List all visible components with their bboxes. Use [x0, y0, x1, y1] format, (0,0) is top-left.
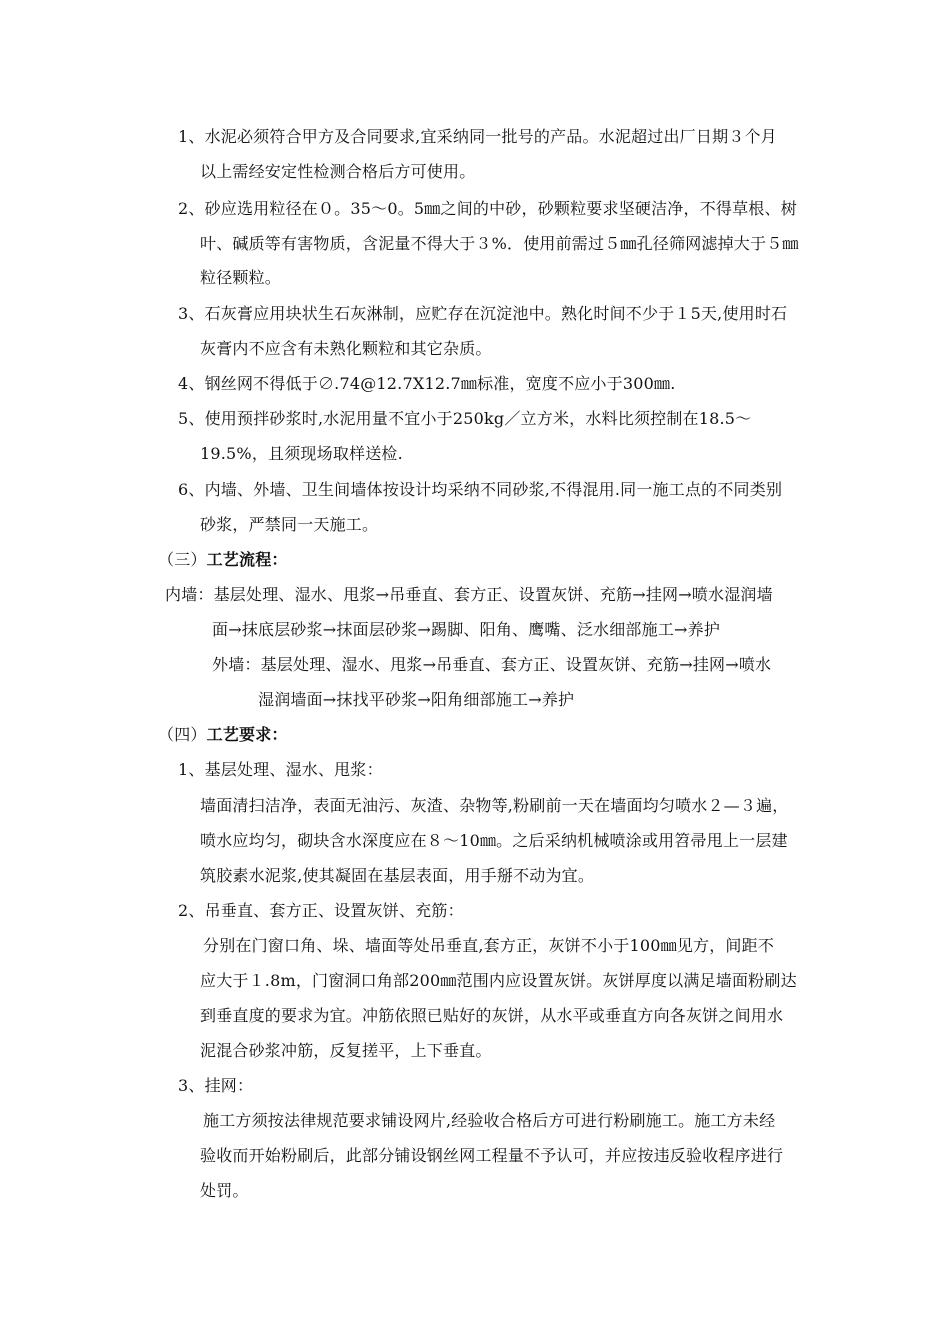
- process-exterior-line-1: 外墙：基层处理、湿水、甩浆→吊垂直、套方正、设置灰饼、充筋→挂网→喷水: [212, 655, 772, 674]
- material-item-2-line-3: 粒径颗粒。: [200, 268, 282, 287]
- material-item-4-line-1: 4、钢丝网不得低于∅.74@12.7X12.7㎜标准，宽度不应小于300㎜.: [178, 374, 676, 393]
- material-item-1-line-1: 1、水泥必须符合甲方及合同要求,宜采纳同一批号的产品。水泥超过出厂日期３个月: [178, 127, 777, 146]
- requirement-3-line-2: 验收而开始粉刷后，此部分铺设钢丝网工程量不予认可，并应按违反验收程序进行: [200, 1146, 784, 1165]
- requirement-2-line-4: 泥混合砂浆冲筋，反复搓平，上下垂直。: [200, 1041, 492, 1060]
- material-item-2-line-1: 2、砂应选用粒径在０。35～0。5㎜之间的中砂，砂颗粒要求坚硬洁净，不得草根、树: [178, 199, 797, 218]
- requirement-2-line-1: 分别在门窗口角、垛、墙面等处吊垂直,套方正，灰饼不小于100㎜见方，间距不: [203, 936, 775, 955]
- section-heading-process-title: 工艺流程：: [206, 550, 288, 569]
- material-item-5-line-2: 19.5%，且须现场取样送检.: [200, 444, 403, 463]
- section-heading-requirements-prefix: （四）: [158, 725, 207, 744]
- requirement-3-line-3: 处罚。: [200, 1181, 249, 1200]
- requirement-2-line-3: 到垂直度的要求为宜。冲筋依照已贴好的灰饼，从水平或垂直方向各灰饼之间用水: [200, 1006, 784, 1025]
- requirement-3-line-1: 施工方须按法律规范要求铺设网片,经验收合格后方可进行粉刷施工。施工方未经: [203, 1111, 776, 1130]
- section-heading-requirements: [158, 725, 288, 745]
- requirement-1-line-1: 墙面清扫洁净，表面无油污、灰渣、杂物等,粉刷前一天在墙面均匀喷水２—３遍，: [200, 796, 789, 815]
- requirement-2-line-2: 应大于１.8m，门窗洞口角部200㎜范围内应设置灰饼。灰饼厚度以满足墙面粉刷达: [200, 971, 797, 990]
- section-heading-process: [158, 550, 288, 570]
- requirement-1-title: 1、基层处理、湿水、甩浆：: [178, 760, 383, 779]
- process-exterior-line-2: 湿润墙面→抹找平砂浆→阳角细部施工→养护: [258, 690, 575, 709]
- process-interior-line-2: 面→抹底层砂浆→抹面层砂浆→踢脚、阳角、鹰嘴、泛水细部施工→养护: [212, 620, 721, 639]
- requirement-1-line-3: 筑胶素水泥浆,使其凝固在基层表面，用手掰不动为宜。: [200, 866, 595, 885]
- material-item-6-line-1: 6、内墙、外墙、卫生间墙体按设计均采纳不同砂浆,不得混用.同一施工点的不同类别: [178, 480, 783, 499]
- section-heading-requirements-title: 工艺要求：: [206, 725, 288, 744]
- material-item-3-line-2: 灰膏内不应含有未熟化颗粒和其它杂质。: [200, 339, 492, 358]
- material-item-3-line-1: 3、石灰膏应用块状生石灰淋制，应贮存在沉淀池中。熟化时间不少于１5天,使用时石: [178, 304, 788, 323]
- requirement-3-title: 3、挂网：: [178, 1076, 254, 1095]
- process-interior-line-1: 内墙：基层处理、湿水、甩浆→吊垂直、套方正、设置灰饼、充筋→挂网→喷水湿润墙: [165, 585, 773, 604]
- material-item-1-line-2: 以上需经安定性检测合格后方可使用。: [200, 162, 476, 181]
- material-item-5-line-1: 5、使用预拌砂浆时,水泥用量不宜小于250kg／立方米，水料比须控制在18.5～: [178, 409, 752, 428]
- material-item-2-line-2: 叶、碱质等有害物质，含泥量不得大于３%．使用前需过５㎜孔径筛网滤掉大于５㎜: [200, 234, 799, 253]
- section-heading-process-prefix: （三）: [158, 550, 207, 569]
- requirement-1-line-2: 喷水应均匀，砌块含水深度应在８～10㎜。之后采纳机械喷涂或用笤帚甩上一层建: [200, 831, 788, 850]
- requirement-2-title: 2、吊垂直、套方正、设置灰饼、充筋：: [178, 901, 464, 920]
- material-item-6-line-2: 砂浆，严禁同一天施工。: [200, 515, 379, 534]
